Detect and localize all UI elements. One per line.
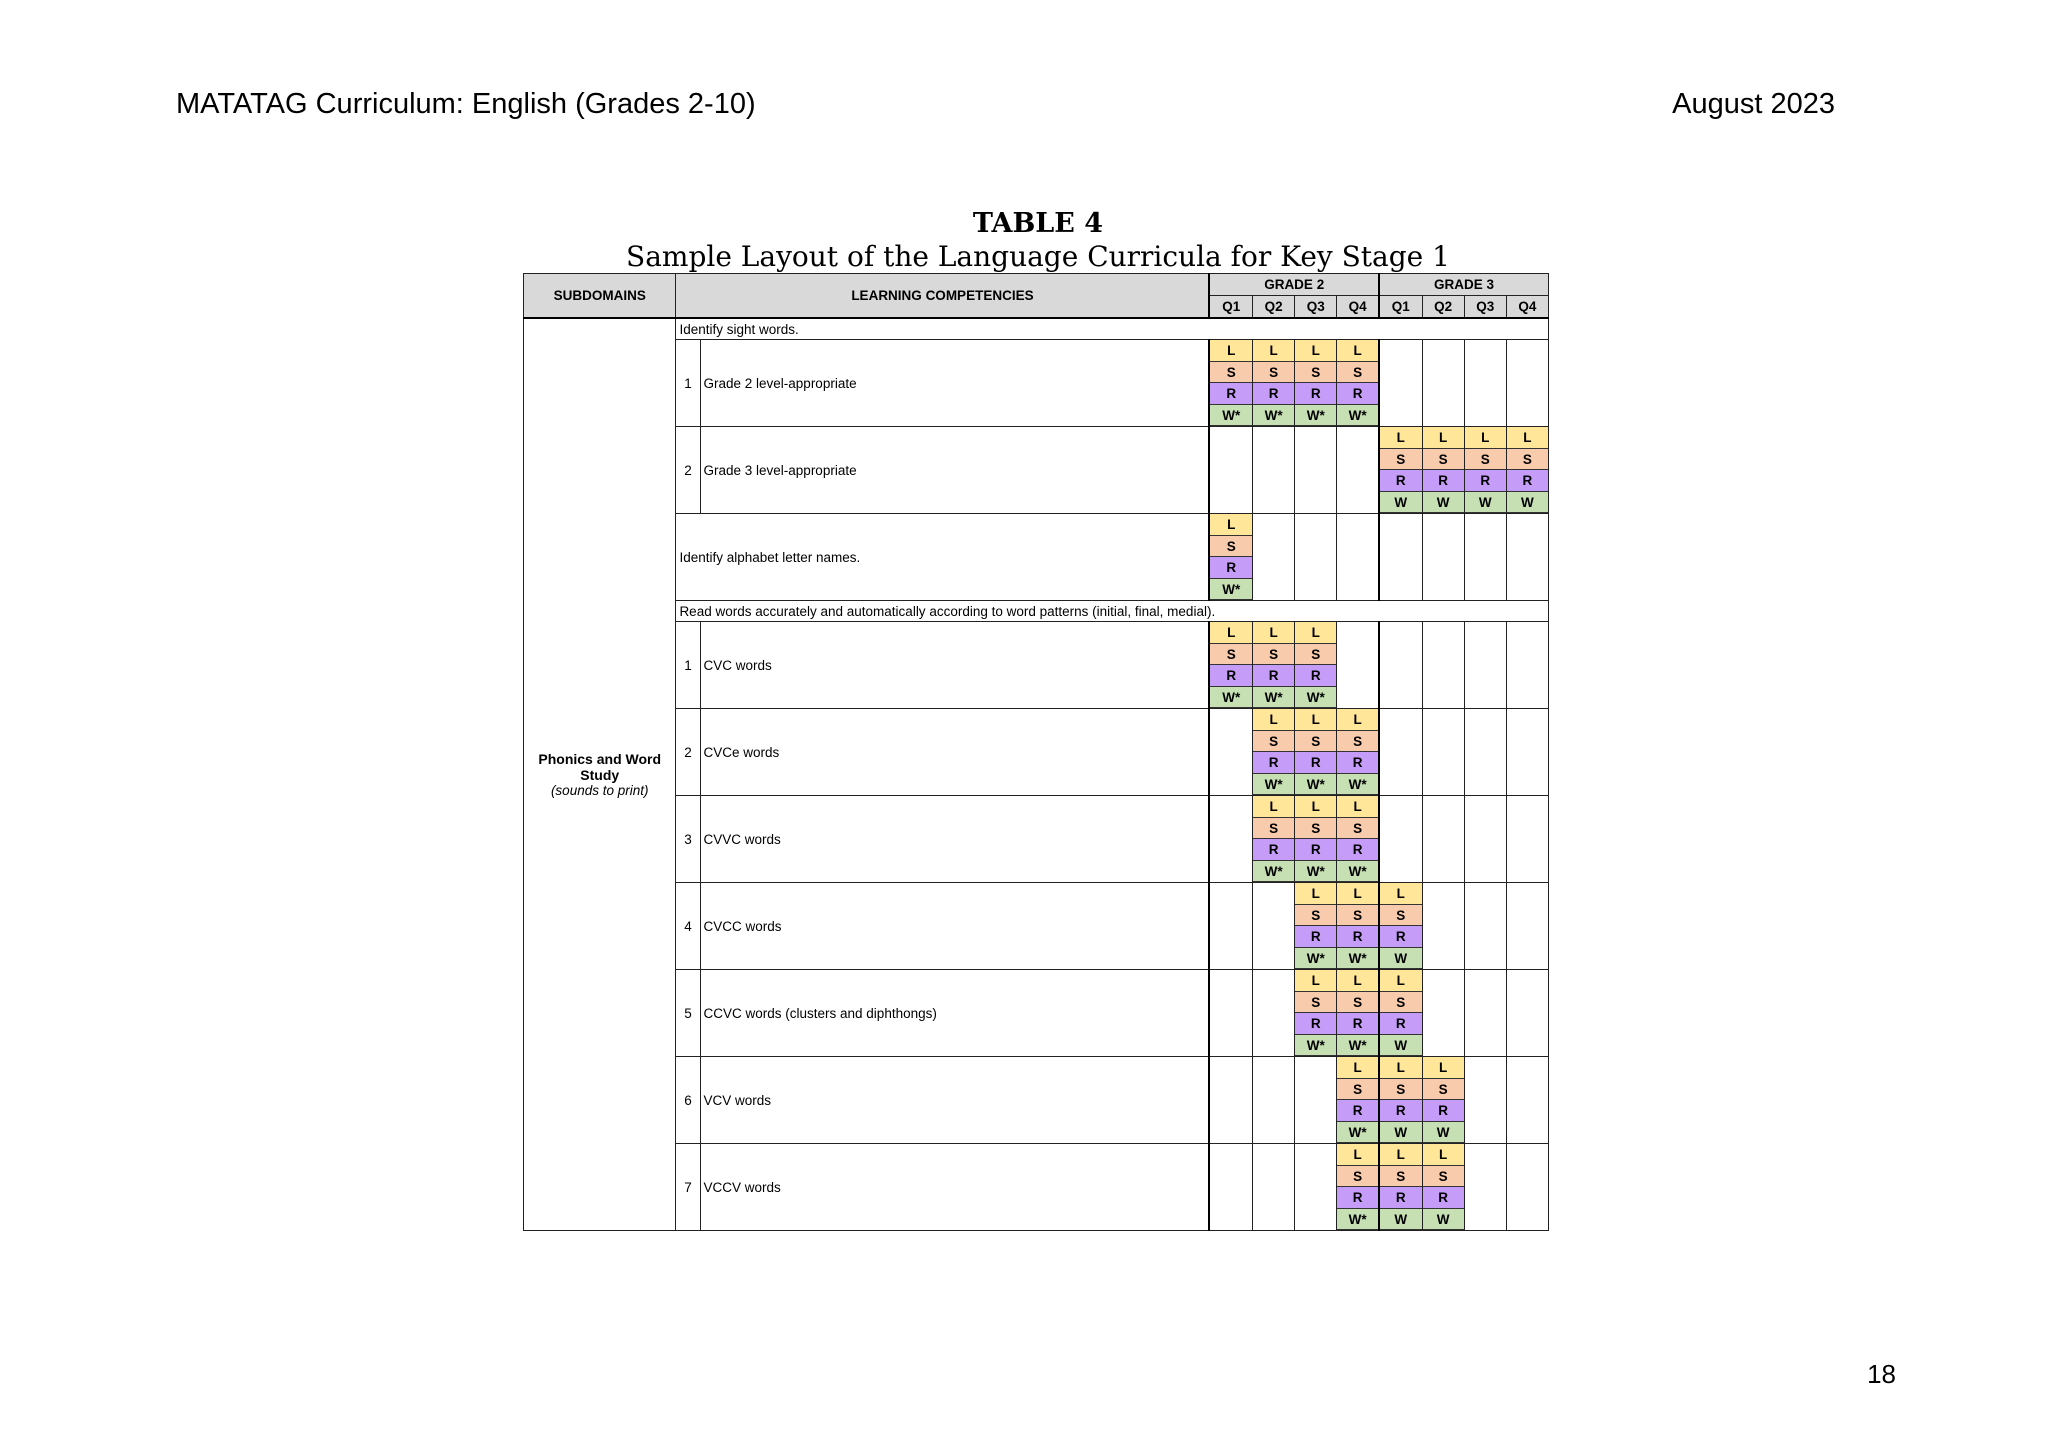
competency-number: 7 (676, 1144, 700, 1231)
skill-badge-r: R (1380, 1187, 1422, 1209)
quarter-cell (1209, 1144, 1252, 1231)
skill-badge-r: R (1253, 839, 1294, 861)
competency-text: Grade 2 level-appropriate (700, 340, 1209, 427)
learning-competencies-header: LEARNING COMPETENCIES (676, 274, 1210, 319)
competency-row (524, 1057, 1549, 1144)
skill-badge-w: W* (1337, 1122, 1378, 1144)
skill-badge-w: W (1423, 1122, 1464, 1144)
skill-badge-s: S (1295, 992, 1336, 1014)
skill-badge-s: S (1337, 362, 1378, 384)
skill-badge-r: R (1295, 839, 1336, 861)
skill-badge-r: R (1253, 752, 1294, 774)
skill-badge-r: R (1295, 1013, 1336, 1035)
skill-badge-l: L (1295, 622, 1336, 644)
quarter-cell (1253, 970, 1295, 1057)
competency-text: VCV words (700, 1057, 1209, 1144)
quarter-cell (1422, 514, 1464, 601)
skill-badge-l: L (1423, 1057, 1464, 1079)
skill-badge-r: R (1295, 752, 1336, 774)
skill-badge-r: R (1295, 926, 1336, 948)
competency-number: 6 (676, 1057, 700, 1144)
quarter-cell (1337, 514, 1379, 601)
skill-badge-w: W (1380, 492, 1422, 514)
quarter-cell (1337, 796, 1379, 883)
skill-badge-l: L (1337, 796, 1378, 818)
skill-badge-r: R (1253, 665, 1294, 687)
competency-row (524, 970, 1549, 1057)
skill-badge-w: W* (1295, 687, 1336, 709)
skill-badge-r: R (1210, 557, 1252, 579)
competency-heading-row (524, 318, 1549, 340)
quarter-cell (1464, 883, 1506, 970)
competency-heading-row (524, 601, 1549, 622)
skill-badge-w: W* (1210, 405, 1252, 427)
competency-row (524, 796, 1549, 883)
quarter-cell (1464, 1144, 1506, 1231)
quarter-cell (1209, 1057, 1252, 1144)
quarter-cell (1506, 709, 1548, 796)
skill-badge-l: L (1380, 427, 1422, 449)
skill-badge-l: L (1295, 883, 1336, 905)
skill-badge-s: S (1337, 731, 1378, 753)
skill-badge-l: L (1210, 340, 1252, 362)
quarter-header: Q3 (1464, 296, 1506, 319)
quarter-cell (1253, 796, 1295, 883)
quarter-cell (1464, 970, 1506, 1057)
skill-badge-s: S (1253, 362, 1294, 384)
quarter-cell (1422, 622, 1464, 709)
quarter-cell (1379, 883, 1422, 970)
document-header-title: MATATAG Curriculum: English (Grades 2-10) (176, 88, 756, 120)
skill-badge-r: R (1337, 1187, 1378, 1209)
quarter-cell (1337, 427, 1379, 514)
quarter-header: Q4 (1337, 296, 1379, 319)
skill-badge-l: L (1253, 340, 1294, 362)
skill-badge-s: S (1337, 992, 1378, 1014)
skill-badge-w: W* (1337, 774, 1378, 796)
quarter-cell (1337, 1057, 1379, 1144)
quarter-cell (1295, 796, 1337, 883)
skill-badge-s: S (1423, 1079, 1464, 1101)
quarter-cell (1253, 1057, 1295, 1144)
quarter-cell (1506, 1057, 1548, 1144)
skill-badge-s: S (1210, 644, 1252, 666)
quarter-cell (1379, 1144, 1422, 1231)
skill-badge-l: L (1380, 1057, 1422, 1079)
skill-badge-w: W* (1210, 687, 1252, 709)
quarter-cell (1253, 883, 1295, 970)
skill-badge-r: R (1380, 1100, 1422, 1122)
skill-badge-w: W* (1295, 774, 1336, 796)
quarter-cell (1379, 796, 1422, 883)
quarter-cell (1209, 427, 1252, 514)
quarter-cell (1337, 622, 1379, 709)
skill-badge-r: R (1210, 665, 1252, 687)
skill-badge-r: R (1465, 470, 1506, 492)
skill-badge-s: S (1295, 731, 1336, 753)
skill-badge-l: L (1423, 1144, 1464, 1166)
skill-badge-l: L (1337, 883, 1378, 905)
skill-badge-w: W (1465, 492, 1506, 514)
skill-badge-w: W* (1337, 948, 1378, 970)
competency-number: 5 (676, 970, 700, 1057)
quarter-cell (1253, 1144, 1295, 1231)
skill-badge-s: S (1253, 644, 1294, 666)
skill-badge-l: L (1380, 1144, 1422, 1166)
skill-badge-r: R (1295, 665, 1336, 687)
quarter-cell (1295, 1057, 1337, 1144)
quarter-cell (1422, 340, 1464, 427)
subdomains-header: SUBDOMAINS (524, 274, 676, 319)
skill-badge-r: R (1507, 470, 1548, 492)
quarter-cell (1209, 970, 1252, 1057)
competency-row (524, 709, 1549, 796)
skill-badge-w: W* (1337, 1035, 1378, 1057)
skill-badge-l: L (1253, 796, 1294, 818)
skill-badge-w: W* (1337, 861, 1378, 883)
skill-badge-s: S (1465, 449, 1506, 471)
subdomain-cell (524, 318, 676, 1231)
skill-badge-l: L (1337, 340, 1378, 362)
subdomain-note: (sounds to print) (550, 783, 649, 798)
quarter-cell (1209, 883, 1252, 970)
competency-row (524, 514, 1549, 601)
quarter-cell (1337, 340, 1379, 427)
skill-badge-l: L (1295, 340, 1336, 362)
skill-badge-s: S (1380, 449, 1422, 471)
competency-text: CCVC words (clusters and diphthongs) (700, 970, 1209, 1057)
quarter-header: Q1 (1209, 296, 1252, 319)
quarter-header: Q1 (1379, 296, 1422, 319)
quarter-cell (1253, 622, 1295, 709)
skill-badge-l: L (1295, 970, 1336, 992)
skill-badge-l: L (1253, 709, 1294, 731)
quarter-cell (1295, 340, 1337, 427)
competency-row (524, 340, 1549, 427)
skill-badge-s: S (1253, 731, 1294, 753)
competency-text: CVCe words (700, 709, 1209, 796)
skill-badge-l: L (1423, 427, 1464, 449)
competency-heading: Read words accurately and automatically according to word patterns (initial, final, medial). (676, 601, 1549, 622)
quarter-cell (1379, 1057, 1422, 1144)
quarter-cell (1295, 1144, 1337, 1231)
quarter-cell (1379, 340, 1422, 427)
skill-badge-l: L (1337, 709, 1378, 731)
skill-badge-w: W* (1337, 1209, 1378, 1231)
quarter-cell (1253, 709, 1295, 796)
quarter-cell (1379, 427, 1422, 514)
skill-badge-r: R (1380, 1013, 1422, 1035)
quarter-cell (1295, 622, 1337, 709)
quarter-cell (1295, 970, 1337, 1057)
skill-badge-l: L (1253, 622, 1294, 644)
skill-badge-l: L (1210, 622, 1252, 644)
skill-badge-s: S (1210, 536, 1252, 558)
competency-row (524, 1144, 1549, 1231)
competency-row (524, 622, 1549, 709)
quarter-cell (1464, 340, 1506, 427)
quarter-cell (1464, 622, 1506, 709)
competency-number: 3 (676, 796, 700, 883)
skill-badge-r: R (1337, 752, 1378, 774)
quarter-cell (1295, 427, 1337, 514)
skill-badge-r: R (1423, 1187, 1464, 1209)
document-header-date: August 2023 (1672, 88, 1835, 120)
skill-badge-w: W (1380, 1035, 1422, 1057)
skill-badge-s: S (1423, 449, 1464, 471)
quarter-cell (1422, 1057, 1464, 1144)
quarter-cell (1506, 970, 1548, 1057)
skill-badge-r: R (1337, 839, 1378, 861)
skill-badge-w: W* (1210, 579, 1252, 601)
quarter-cell (1379, 514, 1422, 601)
skill-badge-r: R (1337, 1013, 1378, 1035)
quarter-cell (1209, 709, 1252, 796)
competency-heading: Identify sight words. (676, 318, 1549, 340)
quarter-cell (1506, 1144, 1548, 1231)
skill-badge-l: L (1337, 1144, 1378, 1166)
table-title: TABLE 4 (972, 208, 1104, 239)
quarter-cell (1379, 709, 1422, 796)
quarter-header: Q3 (1295, 296, 1337, 319)
skill-badge-l: L (1465, 427, 1506, 449)
competency-text: CVCC words (700, 883, 1209, 970)
skill-badge-r: R (1210, 383, 1252, 405)
quarter-cell (1253, 427, 1295, 514)
quarter-cell (1464, 1057, 1506, 1144)
skill-badge-l: L (1507, 427, 1548, 449)
competency-number: 2 (676, 427, 700, 514)
quarter-cell (1464, 709, 1506, 796)
quarter-cell (1209, 514, 1252, 601)
skill-badge-w: W* (1337, 405, 1378, 427)
skill-badge-w: W* (1253, 861, 1294, 883)
grade-3-header: GRADE 3 (1379, 274, 1549, 296)
competency-text: Identify alphabet letter names. (676, 514, 1210, 601)
skill-badge-s: S (1380, 992, 1422, 1014)
skill-badge-l: L (1337, 970, 1378, 992)
quarter-cell (1253, 514, 1295, 601)
competency-row (524, 883, 1549, 970)
skill-badge-w: W* (1295, 861, 1336, 883)
quarter-cell (1506, 622, 1548, 709)
competency-number: 1 (676, 622, 700, 709)
skill-badge-w: W* (1253, 405, 1294, 427)
grade-2-header: GRADE 2 (1209, 274, 1378, 296)
skill-badge-w: W* (1253, 687, 1294, 709)
quarter-header: Q2 (1422, 296, 1464, 319)
table-subtitle: Sample Layout of the Language Curricula for Key Stage 1 (626, 240, 1450, 273)
quarter-cell (1506, 796, 1548, 883)
skill-badge-r: R (1380, 926, 1422, 948)
competency-number: 2 (676, 709, 700, 796)
table-body (524, 318, 1549, 1231)
competency-text: CVVC words (700, 796, 1209, 883)
skill-badge-s: S (1295, 644, 1336, 666)
skill-badge-r: R (1337, 383, 1378, 405)
skill-badge-w: W* (1295, 405, 1336, 427)
skill-badge-s: S (1337, 1166, 1378, 1188)
quarter-cell (1209, 796, 1252, 883)
quarter-cell (1506, 514, 1548, 601)
skill-badge-r: R (1337, 1100, 1378, 1122)
quarter-cell (1295, 709, 1337, 796)
skill-badge-r: R (1423, 470, 1464, 492)
skill-badge-w: W (1380, 948, 1422, 970)
skill-badge-w: W* (1295, 948, 1336, 970)
skill-badge-s: S (1337, 905, 1378, 927)
quarter-cell (1379, 622, 1422, 709)
skill-badge-r: R (1253, 383, 1294, 405)
competency-number: 4 (676, 883, 700, 970)
skill-badge-l: L (1337, 1057, 1378, 1079)
skill-badge-s: S (1253, 818, 1294, 840)
quarter-cell (1337, 1144, 1379, 1231)
competency-text: CVC words (700, 622, 1209, 709)
skill-badge-r: R (1423, 1100, 1464, 1122)
quarter-cell (1379, 970, 1422, 1057)
quarter-cell (1337, 970, 1379, 1057)
skill-badge-s: S (1295, 362, 1336, 384)
quarter-header: Q4 (1506, 296, 1548, 319)
skill-badge-l: L (1210, 514, 1252, 536)
skill-badge-w: W (1380, 1209, 1422, 1231)
skill-badge-w: W (1507, 492, 1548, 514)
quarter-cell (1422, 427, 1464, 514)
competency-text: VCCV words (700, 1144, 1209, 1231)
quarter-cell (1506, 340, 1548, 427)
competency-row (524, 427, 1549, 514)
quarter-cell (1422, 883, 1464, 970)
quarter-cell (1422, 709, 1464, 796)
skill-badge-l: L (1295, 796, 1336, 818)
quarter-cell (1295, 883, 1337, 970)
competency-text: Grade 3 level-appropriate (700, 427, 1209, 514)
quarter-cell (1209, 340, 1252, 427)
quarter-cell (1209, 622, 1252, 709)
skill-badge-s: S (1423, 1166, 1464, 1188)
curriculum-table (523, 273, 1549, 1231)
quarter-cell (1253, 340, 1295, 427)
skill-badge-w: W (1423, 1209, 1464, 1231)
skill-badge-r: R (1295, 383, 1336, 405)
skill-badge-s: S (1295, 905, 1336, 927)
skill-badge-w: W (1380, 1122, 1422, 1144)
page-number: 18 (1867, 1359, 1896, 1389)
quarter-cell (1337, 883, 1379, 970)
skill-badge-s: S (1380, 905, 1422, 927)
quarter-cell (1422, 970, 1464, 1057)
quarter-cell (1464, 796, 1506, 883)
skill-badge-s: S (1295, 818, 1336, 840)
quarter-header: Q2 (1253, 296, 1295, 319)
quarter-cell (1464, 427, 1506, 514)
skill-badge-w: W* (1295, 1035, 1336, 1057)
quarter-cell (1506, 883, 1548, 970)
skill-badge-s: S (1380, 1079, 1422, 1101)
subdomain-name: Phonics and Word Study (538, 751, 662, 783)
competency-number: 1 (676, 340, 700, 427)
skill-badge-l: L (1295, 709, 1336, 731)
skill-badge-l: L (1380, 883, 1422, 905)
skill-badge-s: S (1380, 1166, 1422, 1188)
skill-badge-s: S (1210, 362, 1252, 384)
quarter-cell (1422, 796, 1464, 883)
skill-badge-w: W* (1253, 774, 1294, 796)
skill-badge-r: R (1380, 470, 1422, 492)
skill-badge-s: S (1337, 1079, 1378, 1101)
skill-badge-r: R (1337, 926, 1378, 948)
skill-badge-s: S (1507, 449, 1548, 471)
quarter-cell (1464, 514, 1506, 601)
quarter-cell (1506, 427, 1548, 514)
quarter-cell (1422, 1144, 1464, 1231)
skill-badge-w: W (1423, 492, 1464, 514)
skill-badge-l: L (1380, 970, 1422, 992)
quarter-cell (1337, 709, 1379, 796)
skill-badge-s: S (1337, 818, 1378, 840)
quarter-cell (1295, 514, 1337, 601)
